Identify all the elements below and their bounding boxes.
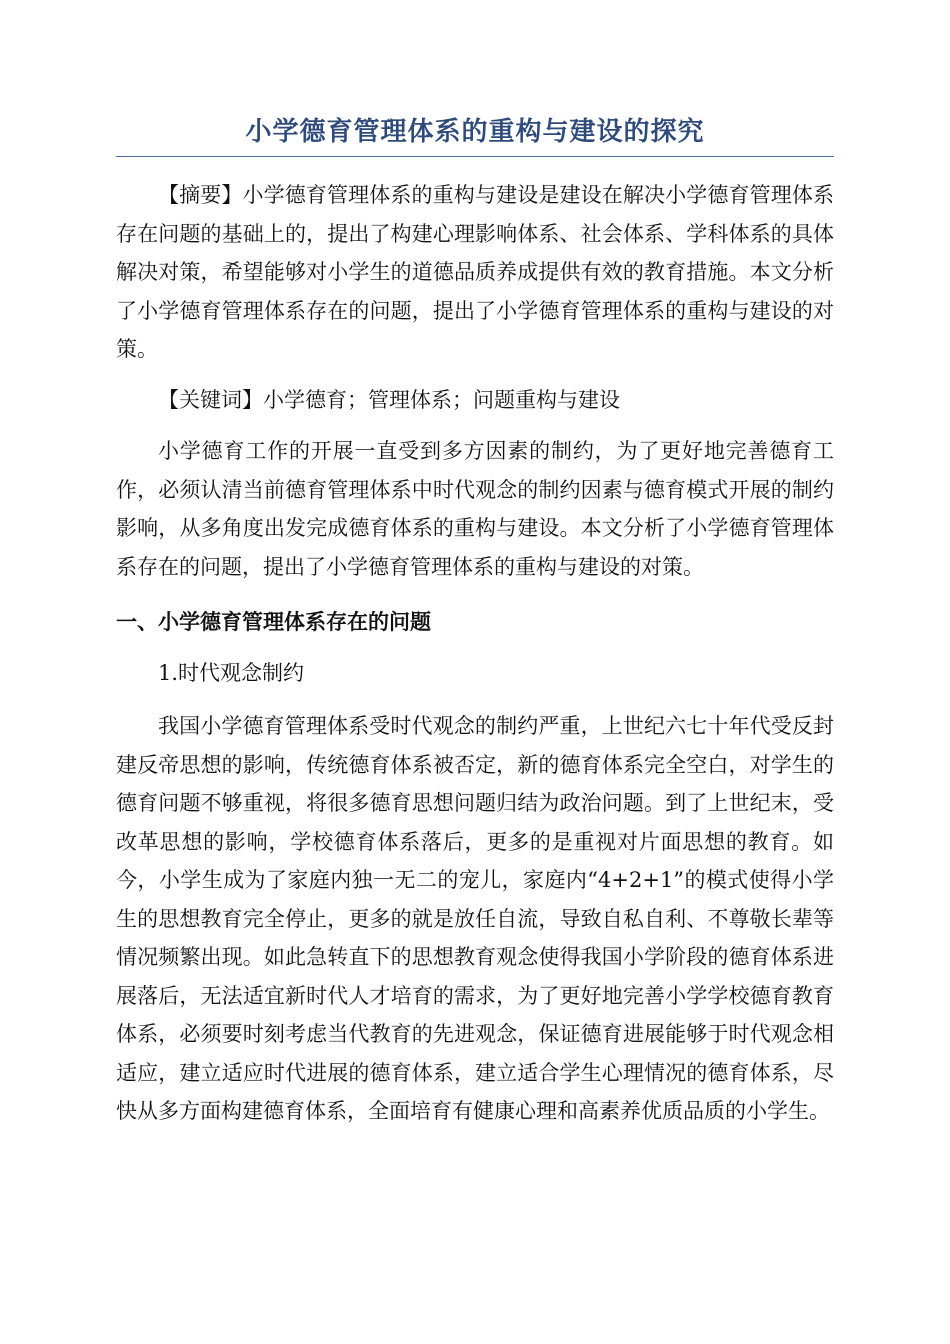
- subsection-heading: 1.时代观念制约: [158, 660, 305, 685]
- document-title: 小学德育管理体系的重构与建设的探究: [116, 112, 834, 157]
- section-heading: 一、小学德育管理体系存在的问题: [116, 610, 431, 634]
- document-page: [116, 112, 834, 1131]
- keywords-paragraph: 【关键词】小学德育；管理体系；问题重构与建设: [158, 387, 620, 412]
- body-paragraph: 我国小学德育管理体系受时代观念的制约严重，上世纪六七十年代受反封建反帝思想的影响，传统德育体系被否定，新的德育体系完全空白，对学生的德育问题不够重视，将很多德育思想问题归结为政治问题。到了上世纪末，受改革思想的影响，学校德育体系落后，更多的是重视对片面思想的教育。如今，小学生成为了家庭内独一无二的宠儿，家庭内“4+2+1”的模式使得小学生的思想教育完全停止，更多的就是放任自流，导致自私自利、不尊敬长辈等情况频繁出现。如此急转直下的思想教育观念使得我国小学阶段的德育体系进展落后，无法适宜新时代人才培育的需求，为了更好地完善小学学校德育教育体系，必须要时刻考虑当代教育的先进观念，保证德育进展能够于时代观念相适应，建立适应时代进展的德育体系，建立适合学生心理情况的德育体系，尽快从多方面构建德育体系，全面培育有健康心理和高素养优质品质的小学生。: [116, 714, 834, 1123]
- abstract-paragraph: 【摘要】小学德育管理体系的重构与建设是建设在解决小学德育管理体系存在问题的基础上的，提出了构建心理影响体系、社会体系、学科体系的具体解决对策，希望能够对小学生的道德品质养成提供有效的教育措施。本文分析了小学德育管理体系存在的问题，提出了小学德育管理体系的重构与建设的对策。: [116, 183, 834, 361]
- intro-paragraph: 小学德育工作的开展一直受到多方因素的制约，为了更好地完善德育工作，必须认清当前德育管理体系中时代观念的制约因素与德育模式开展的制约影响，从多角度出发完成德育体系的重构与建设。本文分析了小学德育管理体系存在的问题，提出了小学德育管理体系的重构与建设的对策。: [116, 439, 834, 579]
